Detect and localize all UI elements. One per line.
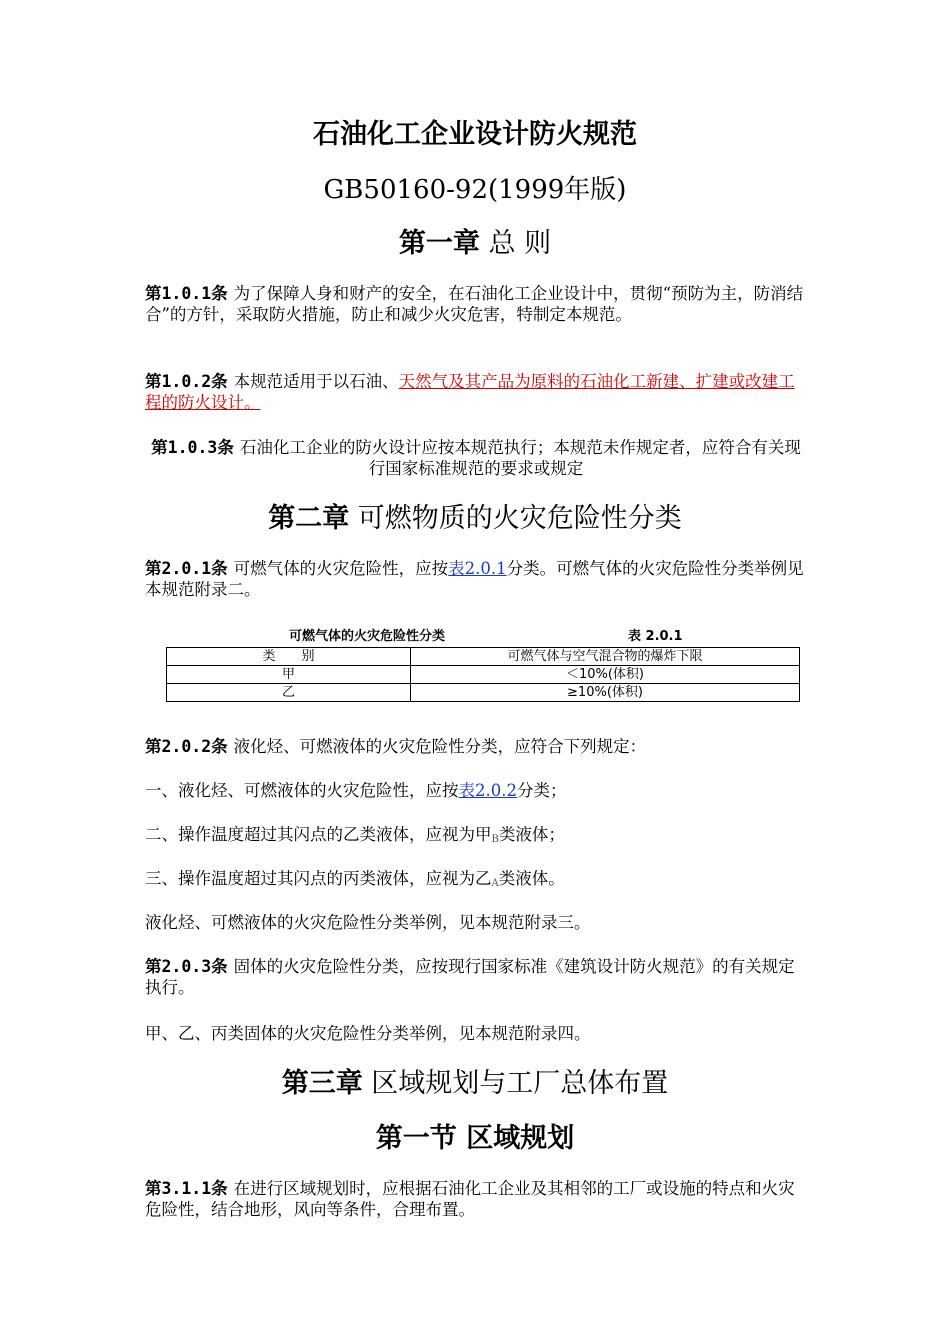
list-item-1 bbox=[145, 780, 805, 801]
clause-number: 第2.0.1条 bbox=[145, 559, 228, 578]
clause-text-cont: 分类。可燃气体的火灾危险性分类举例见本规范附录二。 bbox=[145, 559, 804, 599]
clause-1-0-2 bbox=[145, 371, 805, 413]
table-row bbox=[167, 684, 800, 702]
chapter-2-name: 可燃物质的火灾危险性分类 bbox=[357, 503, 682, 534]
clause-1-0-1 bbox=[145, 283, 805, 325]
clause-2-0-1 bbox=[145, 558, 805, 600]
clause-text: 为了保障人身和财产的安全，在石油化工企业设计中，贯彻“预防为主，防消结合”的方针，采取防火措施，防止和减少火灾危害，特制定本规范。 bbox=[145, 284, 804, 324]
tracked-change-text: 天然气及其产品为原料的石油化工新建、扩建或改建工程的防火设计。 bbox=[145, 372, 795, 412]
flammable-gas-table bbox=[166, 647, 800, 702]
clause-number: 第2.0.3条 bbox=[145, 957, 228, 976]
list-item-text: 三、操作温度超过其闪点的丙类液体，应视为乙 bbox=[145, 869, 492, 888]
table-cell: ＜10%(体积) bbox=[411, 666, 800, 684]
chapter-2-label: 第二章 bbox=[268, 503, 350, 534]
chapter-3-name: 区域规划与工厂总体布置 bbox=[371, 1068, 669, 1099]
list-item-text-cont: 分类； bbox=[516, 781, 567, 800]
chapter-1-heading bbox=[0, 225, 950, 263]
table-2-0-2-link[interactable]: 表2.0.2 bbox=[458, 781, 517, 800]
document-code: GB50160-92(1999年版) bbox=[323, 175, 627, 205]
section-1-name: 区域规划 bbox=[466, 1123, 575, 1154]
clause-text: 液化烃、可燃液体的火灾危险性分类，应符合下列规定： bbox=[233, 737, 647, 756]
list-item-3 bbox=[145, 868, 805, 894]
table-header-cell: 可燃气体与空气混合物的爆炸下限 bbox=[411, 648, 800, 666]
clause-2-0-2-note: 液化烃、可燃液体的火灾危险性分类举例，见本规范附录三。 bbox=[145, 913, 591, 932]
clause-number: 第1.0.2条 bbox=[145, 372, 228, 391]
clause-3-1-1 bbox=[145, 1178, 805, 1220]
clause-2-0-3 bbox=[145, 956, 805, 998]
list-item-text: 一、液化烃、可燃液体的火灾危险性，应按 bbox=[145, 781, 459, 800]
table-cell: 乙 bbox=[167, 684, 411, 702]
chapter-1-name: 总 则 bbox=[488, 228, 552, 259]
clause-2-0-2 bbox=[145, 736, 805, 757]
clause-text: 固体的火灾危险性分类，应按现行国家标准《建筑设计防火规范》的有关规定执行。 bbox=[145, 957, 795, 997]
clause-number: 第3.1.1条 bbox=[145, 1179, 228, 1198]
subscript: A bbox=[491, 878, 499, 889]
clause-number: 第2.0.2条 bbox=[145, 737, 228, 756]
clause-text: 本规范适用于以石油、 bbox=[233, 372, 399, 391]
list-item-2 bbox=[145, 824, 805, 850]
section-1-label: 第一节 bbox=[375, 1123, 457, 1154]
table-2-0-1-link[interactable]: 表2.0.1 bbox=[448, 559, 507, 578]
table-row bbox=[167, 666, 800, 684]
document-title: 石油化工企业设计防火规范 bbox=[313, 119, 637, 150]
section-1-heading bbox=[0, 1120, 950, 1158]
subscript: B bbox=[491, 834, 499, 845]
clause-2-0-3-note: 甲、乙、丙类固体的火灾危险性分类举例，见本规范附录四。 bbox=[145, 1024, 591, 1043]
table-caption: 可燃气体的火灾危险性分类 bbox=[289, 629, 446, 644]
chapter-3-heading bbox=[0, 1065, 950, 1103]
chapter-2-heading bbox=[0, 500, 950, 538]
clause-1-0-3 bbox=[145, 437, 807, 479]
table-cell: ≥10%(体积) bbox=[411, 684, 800, 702]
clause-number: 第1.0.3条 bbox=[151, 438, 234, 457]
list-item-text-cont: 类液体； bbox=[498, 825, 565, 844]
list-item-text-cont: 类液体。 bbox=[498, 869, 565, 888]
table-cell: 甲 bbox=[167, 666, 411, 684]
table-id: 表 2.0.1 bbox=[628, 629, 683, 644]
clause-text: 可燃气体的火灾危险性，应按 bbox=[233, 559, 449, 578]
clause-text: 在进行区域规划时，应根据石油化工企业及其相邻的工厂或设施的特点和火灾危险性，结合地形，风向等条件，合理布置。 bbox=[145, 1179, 795, 1219]
clause-text: 石油化工企业的防火设计应按本规范执行；本规范未作规定者，应符合有关现行国家标准规范的要求或规定 bbox=[239, 438, 801, 478]
table-header-row bbox=[167, 648, 800, 666]
table-header-cell: 类 别 bbox=[167, 648, 411, 666]
list-item-text: 二、操作温度超过其闪点的乙类液体，应视为甲 bbox=[145, 825, 492, 844]
chapter-1-label: 第一章 bbox=[398, 228, 480, 259]
chapter-3-label: 第三章 bbox=[281, 1068, 363, 1099]
clause-number: 第1.0.1条 bbox=[145, 284, 228, 303]
